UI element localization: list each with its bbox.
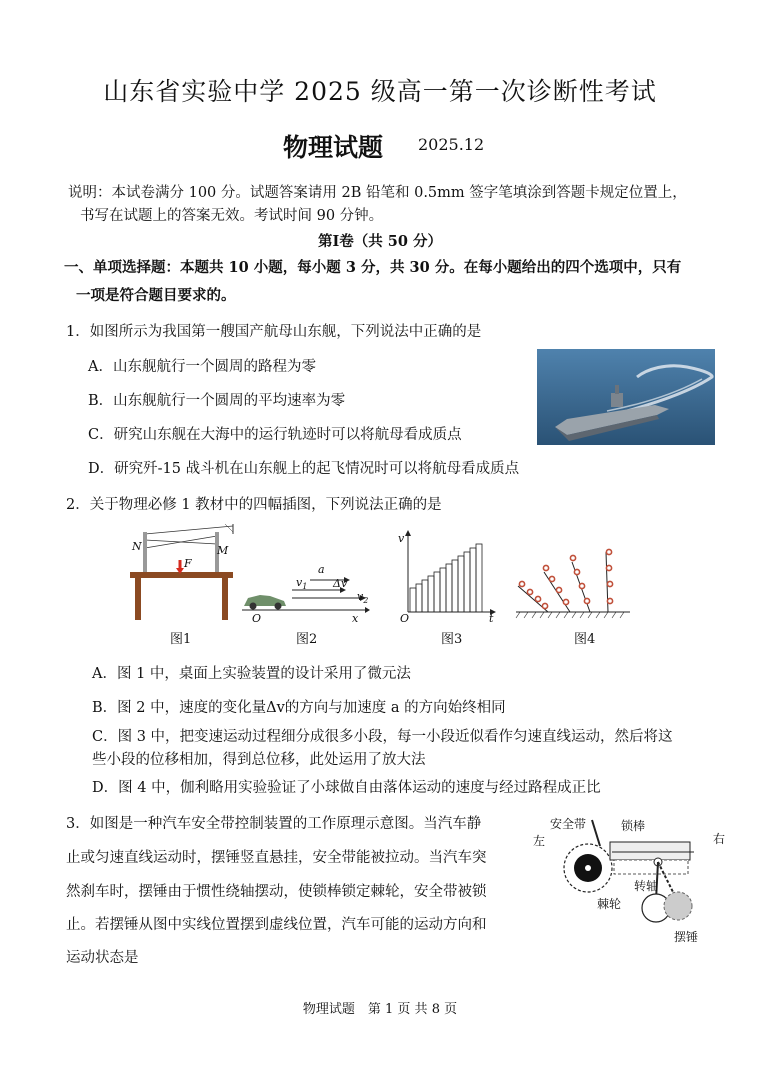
q1-stem: 1．如图所示为我国第一艘国产航母山东舰，下列说法中正确的是 [66,324,482,340]
q2-stem: 2．关于物理必修 1 教材中的四幅插图，下列说法正确的是 [66,497,442,513]
fig4-caption: 图4 [574,632,596,647]
q2-option-a: A．图 1 中，桌面上实验装置的设计采用了微元法 [92,666,411,682]
fig2-label-dv: Δv [333,577,348,590]
q2-option-c-line-1: C．图 3 中，把变速运动过程细分成很多小段，每一小段近似看作匀速直线运动，然后将这 [92,729,673,745]
q3-label-lock: 锁棒 [621,819,646,833]
q3-label-left: 左 [533,834,546,848]
q3-label-pendulum: 摆锤 [674,930,699,944]
q2-option-d: D．图 4 中，伽利略用实验验证了小球做自由落体运动的速度与经过路程成正比 [92,780,601,796]
aircraft-carrier-photo [537,349,715,445]
section-heading: 第Ⅰ卷（共 50 分） [317,233,443,250]
exam-title: 山东省实验中学 2025 级高一第一次诊断性考试 [103,77,657,106]
q2-option-b: B．图 2 中，速度的变化量Δv的方向与加速度 a 的方向始终相同 [92,700,506,716]
fig3-label-t: t [489,612,494,625]
fig4-incline-balls [514,548,632,620]
fig1-label-m: M [217,544,229,557]
q2-option-c-line-2: 些小段的位移相加，得到总位移，此处运用了放大法 [92,752,426,768]
q3-line-1: 3．如图是一种汽车安全带控制装置的工作原理示意图。当汽车静 [66,816,482,832]
fig2-label-o: O [252,612,262,625]
fig1-label-f: F [184,557,192,570]
q1-option-d: D．研究歼-15 战斗机在山东舰上的起飞情况时可以将航母看成质点 [88,461,520,477]
q3-label-ratchet: 棘轮 [597,897,622,911]
instructions-line-1: 说明：本试卷满分 100 分。试题答案请用 2B 铅笔和 0.5mm 签字笔填涂到答题卡规定位置上， [68,185,687,201]
part-heading-line-1: 一、单项选择题：本题共 10 小题，每小题 3 分，共 30 分。在每小题给出的四个选项中，只有 [64,259,682,276]
q3-label-axis: 转轴 [634,879,659,893]
fig1-caption: 图1 [170,632,192,647]
fig1-table-apparatus [125,522,240,622]
fig2-caption: 图2 [296,632,318,647]
q3-line-4: 止。若摆锤从图中实线位置摆到虚线位置，汽车可能的运动方向和 [66,917,487,933]
fig3-label-v: v [398,532,405,545]
q3-label-right: 右 [713,832,726,846]
q3-line-5: 运动状态是 [66,950,139,966]
fig2-label-a: a [318,563,325,576]
q1-option-c: C．研究山东舰在大海中的运行轨迹时可以将航母看成质点 [88,427,462,443]
q1-option-b: B．山东舰航行一个圆周的平均速率为零 [88,393,346,409]
q1-option-a: A．山东舰航行一个圆周的路程为零 [88,359,316,375]
fig3-vt-graph [400,530,496,616]
fig2-label-v1: $v_1$ [296,576,308,592]
subject-title: 物理试题 [283,133,384,162]
fig3-caption: 图3 [441,632,463,647]
instructions-line-2: 书写在试题上的答案无效。考试时间 90 分钟。 [80,208,384,224]
page-footer: 物理试题 第 1 页 共 8 页 [302,1002,458,1017]
exam-date: 2025.12 [418,135,485,154]
fig1-label-n: N [132,540,142,553]
q3-line-3: 然刹车时，摆锤由于惯性绕轴摆动，使锁棒锁定棘轮，安全带被锁 [66,884,487,900]
part-heading-line-2: 一项是符合题目要求的。 [76,287,236,304]
fig3-label-o: O [400,612,410,625]
q3-label-belt: 安全带 [550,817,587,831]
q3-line-2: 止或匀速直线运动时，摆锤竖直悬挂，安全带能被拉动。当汽车突 [66,850,487,866]
fig2-label-v2: $v_2$ [357,590,369,606]
fig2-label-x: x [352,612,359,625]
